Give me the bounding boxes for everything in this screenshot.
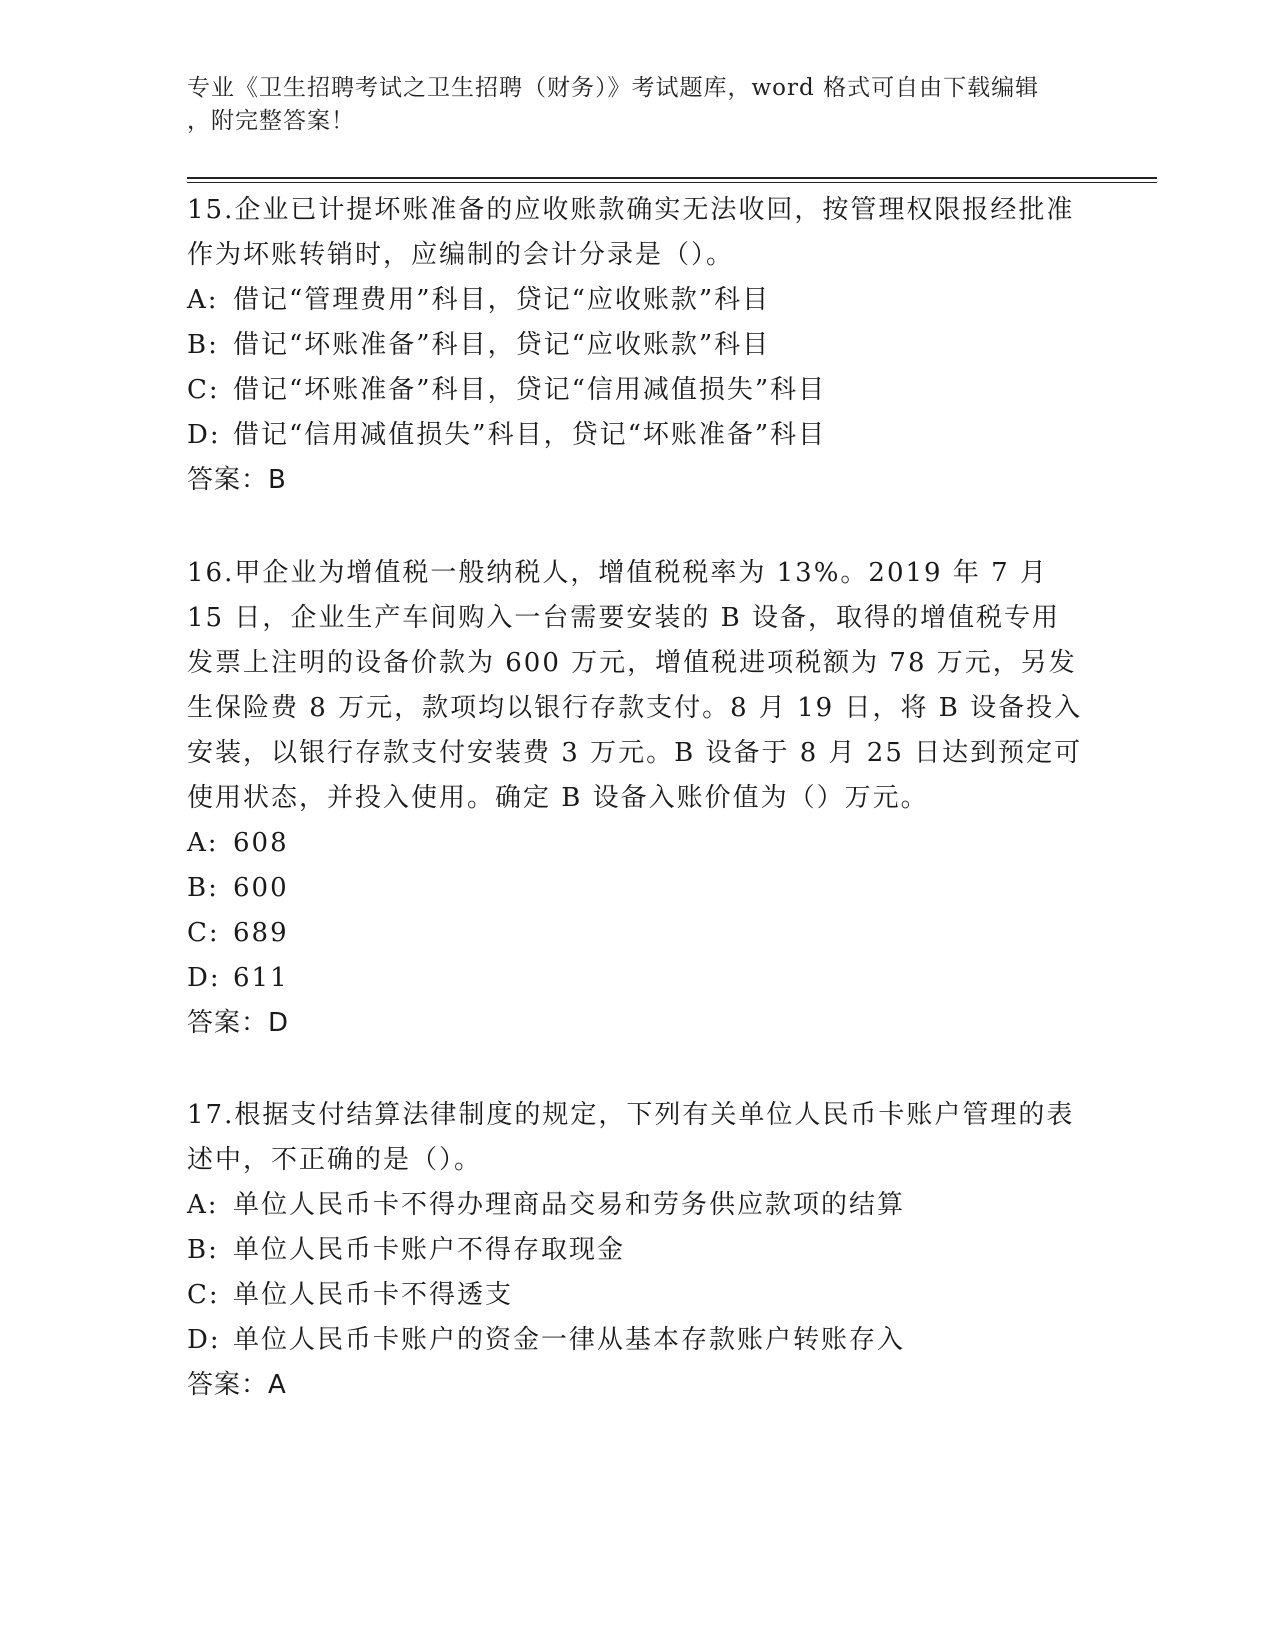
- question-text: 16.甲企业为增值税一般纳税人，增值税税率为 13%。2019 年 7 月 15 日，企业生产车间购入一台需要安装的 B 设备，取得的增值税专用发票上注明的设备价款为 600 万元，增值税进项税额为 78 万元，另发生保险费 8 万元，款项均以银行存款支付。8 月 19 日，将 B 设备投入安装，以银行存款支付安装费 3 万元。B 设备于 8 月 25 日达到预定可使用状态，并投入使用。确定 B 设备入账价值为（）万元。: [187, 558, 1083, 813]
- question-text: 17.根据支付结算法律制度的规定，下列有关单位人民币卡账户管理的表述中，不正确的是（）。: [187, 1100, 1075, 1175]
- option-a: A: 单位人民币卡不得办理商品交易和劳务供应款项的结算: [187, 1190, 906, 1220]
- answer-line: 答案：B: [187, 465, 287, 495]
- question-16: [187, 551, 1087, 1046]
- option-b: B: 借记“坏账准备”科目，贷记“应收账款”科目: [187, 330, 771, 360]
- option-c: C: 单位人民币卡不得透支: [187, 1280, 514, 1310]
- option-b: B: 单位人民币卡账户不得存取现金: [187, 1235, 626, 1265]
- document-header: [187, 72, 1067, 138]
- option-d: D: 611: [187, 963, 289, 993]
- question-text: 15.企业已计提坏账准备的应收账款确实无法收回，按管理权限报经批准作为坏账转销时，应编制的会计分录是（）。: [187, 195, 1075, 270]
- header-divider-thick: [187, 177, 1157, 179]
- answer-line: 答案：D: [187, 1008, 290, 1038]
- option-c: C: 借记“坏账准备”科目，贷记“信用减值损失”科目: [187, 375, 827, 405]
- answer-line: 答案：A: [187, 1370, 287, 1400]
- question-15: [187, 188, 1087, 503]
- option-a: A: 借记“管理费用”科目，贷记“应收账款”科目: [187, 285, 771, 315]
- option-c: C: 689: [187, 918, 289, 948]
- option-d: D: 借记“信用减值损失”科目，贷记“坏账准备”科目: [187, 420, 827, 450]
- option-b: B: 600: [187, 873, 289, 903]
- header-line-1: 专业《卫生招聘考试之卫生招聘（财务）》考试题库，word 格式可自由下载编辑: [187, 75, 1040, 101]
- option-d: D: 单位人民币卡账户的资金一律从基本存款账户转账存入: [187, 1325, 906, 1355]
- header-line-2: ，附完整答案！: [187, 108, 355, 134]
- header-divider-thin: [187, 182, 1157, 183]
- option-a: A: 608: [187, 828, 289, 858]
- question-17: [187, 1093, 1087, 1408]
